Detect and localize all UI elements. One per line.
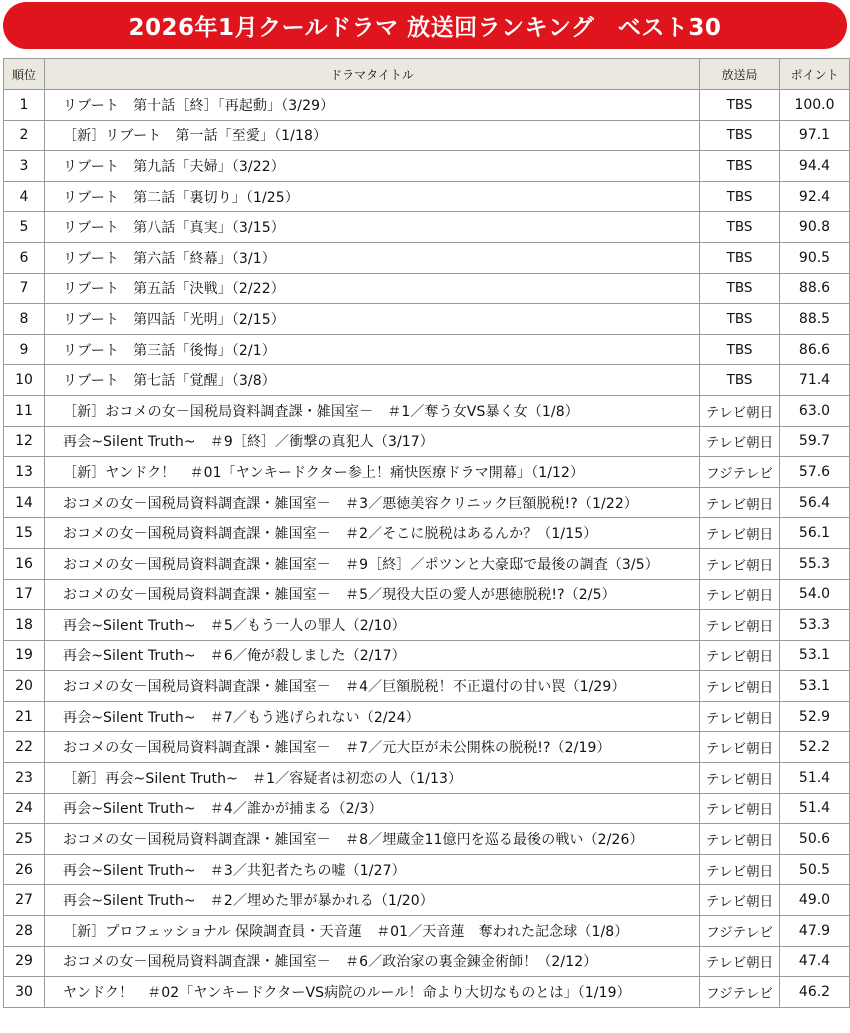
- table-row: [4, 671, 850, 702]
- title-cell: リブート 第八話「真実」（3/15）: [45, 212, 700, 243]
- points-cell: 57.6: [780, 457, 850, 488]
- network-cell: テレビ朝日: [700, 395, 780, 426]
- rank-cell: 30: [4, 977, 45, 1008]
- title-cell: おコメの女－国税局資料調査課・雑国室－ ＃8／埋蔵金11億円を巡る最後の戦い（2/26）: [45, 824, 700, 855]
- rank-cell: 1: [4, 90, 45, 121]
- network-cell: テレビ朝日: [700, 701, 780, 732]
- network-cell: TBS: [700, 242, 780, 273]
- table-row: [4, 610, 850, 641]
- rank-cell: 9: [4, 334, 45, 365]
- points-cell: 63.0: [780, 395, 850, 426]
- table-row: [4, 487, 850, 518]
- network-cell: テレビ朝日: [700, 854, 780, 885]
- rank-cell: 17: [4, 579, 45, 610]
- title-cell: ヤンドク！ ＃02「ヤンキードクターVS病院のルール！命より大切なものとは」（1/19）: [45, 977, 700, 1008]
- rank-cell: 12: [4, 426, 45, 457]
- network-cell: TBS: [700, 334, 780, 365]
- points-cell: 94.4: [780, 151, 850, 182]
- table-row: [4, 579, 850, 610]
- title-cell: リブート 第三話「後悔」（2/1）: [45, 334, 700, 365]
- rank-cell: 24: [4, 793, 45, 824]
- table-row: [4, 273, 850, 304]
- points-cell: 88.5: [780, 304, 850, 335]
- table-row: [4, 763, 850, 794]
- title-cell: リブート 第五話「決戦」（2/22）: [45, 273, 700, 304]
- table-row: [4, 457, 850, 488]
- network-cell: フジテレビ: [700, 977, 780, 1008]
- network-cell: テレビ朝日: [700, 640, 780, 671]
- table-row: [4, 304, 850, 335]
- page-title: 2026年1月クールドラマ 放送回ランキング ベスト30: [128, 15, 722, 41]
- table-row: [4, 518, 850, 549]
- points-cell: 50.5: [780, 854, 850, 885]
- rank-cell: 5: [4, 212, 45, 243]
- points-cell: 86.6: [780, 334, 850, 365]
- title-cell: 再会~Silent Truth~ ＃9［終］／衝撃の真犯人（3/17）: [45, 426, 700, 457]
- table-row: [4, 151, 850, 182]
- points-cell: 56.4: [780, 487, 850, 518]
- table-row: [4, 90, 850, 121]
- rank-cell: 28: [4, 916, 45, 947]
- network-cell: テレビ朝日: [700, 824, 780, 855]
- rank-cell: 26: [4, 854, 45, 885]
- rank-cell: 22: [4, 732, 45, 763]
- points-cell: 49.0: [780, 885, 850, 916]
- table-row: [4, 548, 850, 579]
- table-row: [4, 701, 850, 732]
- table-row: [4, 640, 850, 671]
- network-cell: テレビ朝日: [700, 579, 780, 610]
- rank-cell: 20: [4, 671, 45, 702]
- network-cell: TBS: [700, 212, 780, 243]
- header-network: 放送局: [700, 59, 780, 90]
- rank-cell: 11: [4, 395, 45, 426]
- rank-cell: 7: [4, 273, 45, 304]
- title-cell: ［新］ヤンドク！ ＃01「ヤンキードクター参上！痛快医療ドラマ開幕」（1/12）: [45, 457, 700, 488]
- points-cell: 46.2: [780, 977, 850, 1008]
- title-cell: リブート 第四話「光明」（2/15）: [45, 304, 700, 335]
- rank-cell: 3: [4, 151, 45, 182]
- title-cell: 再会~Silent Truth~ ＃3／共犯者たちの嘘（1/27）: [45, 854, 700, 885]
- network-cell: TBS: [700, 151, 780, 182]
- rank-cell: 14: [4, 487, 45, 518]
- rank-cell: 6: [4, 242, 45, 273]
- rank-cell: 23: [4, 763, 45, 794]
- points-cell: 54.0: [780, 579, 850, 610]
- title-cell: おコメの女－国税局資料調査課・雑国室－ ＃6／政治家の裏金錬金術師！（2/12）: [45, 946, 700, 977]
- rank-cell: 15: [4, 518, 45, 549]
- points-cell: 56.1: [780, 518, 850, 549]
- title-cell: おコメの女－国税局資料調査課・雑国室－ ＃3／悪徳美容クリニック巨額脱税!?（1/22）: [45, 487, 700, 518]
- rank-cell: 29: [4, 946, 45, 977]
- rank-cell: 27: [4, 885, 45, 916]
- points-cell: 71.4: [780, 365, 850, 396]
- title-cell: おコメの女－国税局資料調査課・雑国室－ ＃7／元大臣が未公開株の脱税!?（2/19）: [45, 732, 700, 763]
- title-cell: 再会~Silent Truth~ ＃7／もう逃げられない（2/24）: [45, 701, 700, 732]
- table-row: [4, 334, 850, 365]
- title-cell: リブート 第十話［終］「再起動」（3/29）: [45, 90, 700, 121]
- ranking-table: [3, 58, 850, 1008]
- table-row: [4, 242, 850, 273]
- points-cell: 55.3: [780, 548, 850, 579]
- points-cell: 59.7: [780, 426, 850, 457]
- rank-cell: 13: [4, 457, 45, 488]
- points-cell: 90.8: [780, 212, 850, 243]
- table-row: [4, 793, 850, 824]
- points-cell: 52.9: [780, 701, 850, 732]
- title-cell: ［新］再会~Silent Truth~ ＃1／容疑者は初恋の人（1/13）: [45, 763, 700, 794]
- table-row: [4, 977, 850, 1008]
- network-cell: フジテレビ: [700, 916, 780, 947]
- table-row: [4, 916, 850, 947]
- network-cell: テレビ朝日: [700, 610, 780, 641]
- header-rank: 順位: [4, 59, 45, 90]
- points-cell: 88.6: [780, 273, 850, 304]
- points-cell: 53.3: [780, 610, 850, 641]
- network-cell: TBS: [700, 273, 780, 304]
- title-cell: 再会~Silent Truth~ ＃4／誰かが捕まる（2/3）: [45, 793, 700, 824]
- points-cell: 100.0: [780, 90, 850, 121]
- title-cell: おコメの女－国税局資料調査課・雑国室－ ＃9［終］／ポツンと大豪邸で最後の調査（3/5）: [45, 548, 700, 579]
- points-cell: 97.1: [780, 120, 850, 151]
- rank-cell: 19: [4, 640, 45, 671]
- rank-cell: 18: [4, 610, 45, 641]
- network-cell: テレビ朝日: [700, 793, 780, 824]
- rank-cell: 16: [4, 548, 45, 579]
- network-cell: テレビ朝日: [700, 732, 780, 763]
- network-cell: テレビ朝日: [700, 763, 780, 794]
- network-cell: テレビ朝日: [700, 946, 780, 977]
- table-row: [4, 885, 850, 916]
- network-cell: テレビ朝日: [700, 426, 780, 457]
- title-cell: おコメの女－国税局資料調査課・雑国室－ ＃2／そこに脱税はあるんか？（1/15）: [45, 518, 700, 549]
- points-cell: 51.4: [780, 763, 850, 794]
- table-row: [4, 426, 850, 457]
- table-row: [4, 395, 850, 426]
- rank-cell: 21: [4, 701, 45, 732]
- points-cell: 90.5: [780, 242, 850, 273]
- network-cell: TBS: [700, 365, 780, 396]
- title-cell: 再会~Silent Truth~ ＃5／もう一人の罪人（2/10）: [45, 610, 700, 641]
- table-row: [4, 212, 850, 243]
- network-cell: テレビ朝日: [700, 548, 780, 579]
- title-cell: ［新］リブート 第一話「至愛」（1/18）: [45, 120, 700, 151]
- network-cell: テレビ朝日: [700, 885, 780, 916]
- title-cell: 再会~Silent Truth~ ＃2／埋めた罪が暴かれる（1/20）: [45, 885, 700, 916]
- title-cell: ［新］おコメの女－国税局資料調査課・雑国室－ ＃1／奪う女VS暴く女（1/8）: [45, 395, 700, 426]
- network-cell: TBS: [700, 90, 780, 121]
- network-cell: テレビ朝日: [700, 487, 780, 518]
- title-cell: リブート 第七話「覚醒」（3/8）: [45, 365, 700, 396]
- rank-cell: 25: [4, 824, 45, 855]
- points-cell: 51.4: [780, 793, 850, 824]
- table-row: [4, 181, 850, 212]
- table-row: [4, 120, 850, 151]
- table-row: [4, 365, 850, 396]
- title-cell: おコメの女－国税局資料調査課・雑国室－ ＃4／巨額脱税！不正還付の甘い罠（1/29）: [45, 671, 700, 702]
- network-cell: TBS: [700, 304, 780, 335]
- title-cell: おコメの女－国税局資料調査課・雑国室－ ＃5／現役大臣の愛人が悪徳脱税!?（2/5）: [45, 579, 700, 610]
- ranking-banner: [3, 2, 847, 49]
- points-cell: 47.9: [780, 916, 850, 947]
- title-cell: リブート 第六話「終幕」（3/1）: [45, 242, 700, 273]
- table-row: [4, 824, 850, 855]
- rank-cell: 2: [4, 120, 45, 151]
- network-cell: テレビ朝日: [700, 671, 780, 702]
- points-cell: 47.4: [780, 946, 850, 977]
- header-title: ドラマタイトル: [45, 59, 700, 90]
- points-cell: 52.2: [780, 732, 850, 763]
- title-cell: リブート 第九話「夫婦」（3/22）: [45, 151, 700, 182]
- table-row: [4, 854, 850, 885]
- network-cell: TBS: [700, 120, 780, 151]
- title-cell: ［新］プロフェッショナル 保険調査員・天音蓮 ＃01／天音蓮 奪われた記念球（1/8）: [45, 916, 700, 947]
- points-cell: 50.6: [780, 824, 850, 855]
- table-header-row: [4, 59, 850, 90]
- rank-cell: 8: [4, 304, 45, 335]
- table-row: [4, 946, 850, 977]
- points-cell: 53.1: [780, 671, 850, 702]
- points-cell: 53.1: [780, 640, 850, 671]
- header-points: ポイント: [780, 59, 850, 90]
- table-row: [4, 732, 850, 763]
- rank-cell: 10: [4, 365, 45, 396]
- network-cell: フジテレビ: [700, 457, 780, 488]
- network-cell: テレビ朝日: [700, 518, 780, 549]
- points-cell: 92.4: [780, 181, 850, 212]
- network-cell: TBS: [700, 181, 780, 212]
- title-cell: 再会~Silent Truth~ ＃6／俺が殺しました（2/17）: [45, 640, 700, 671]
- rank-cell: 4: [4, 181, 45, 212]
- title-cell: リブート 第二話「裏切り」（1/25）: [45, 181, 700, 212]
